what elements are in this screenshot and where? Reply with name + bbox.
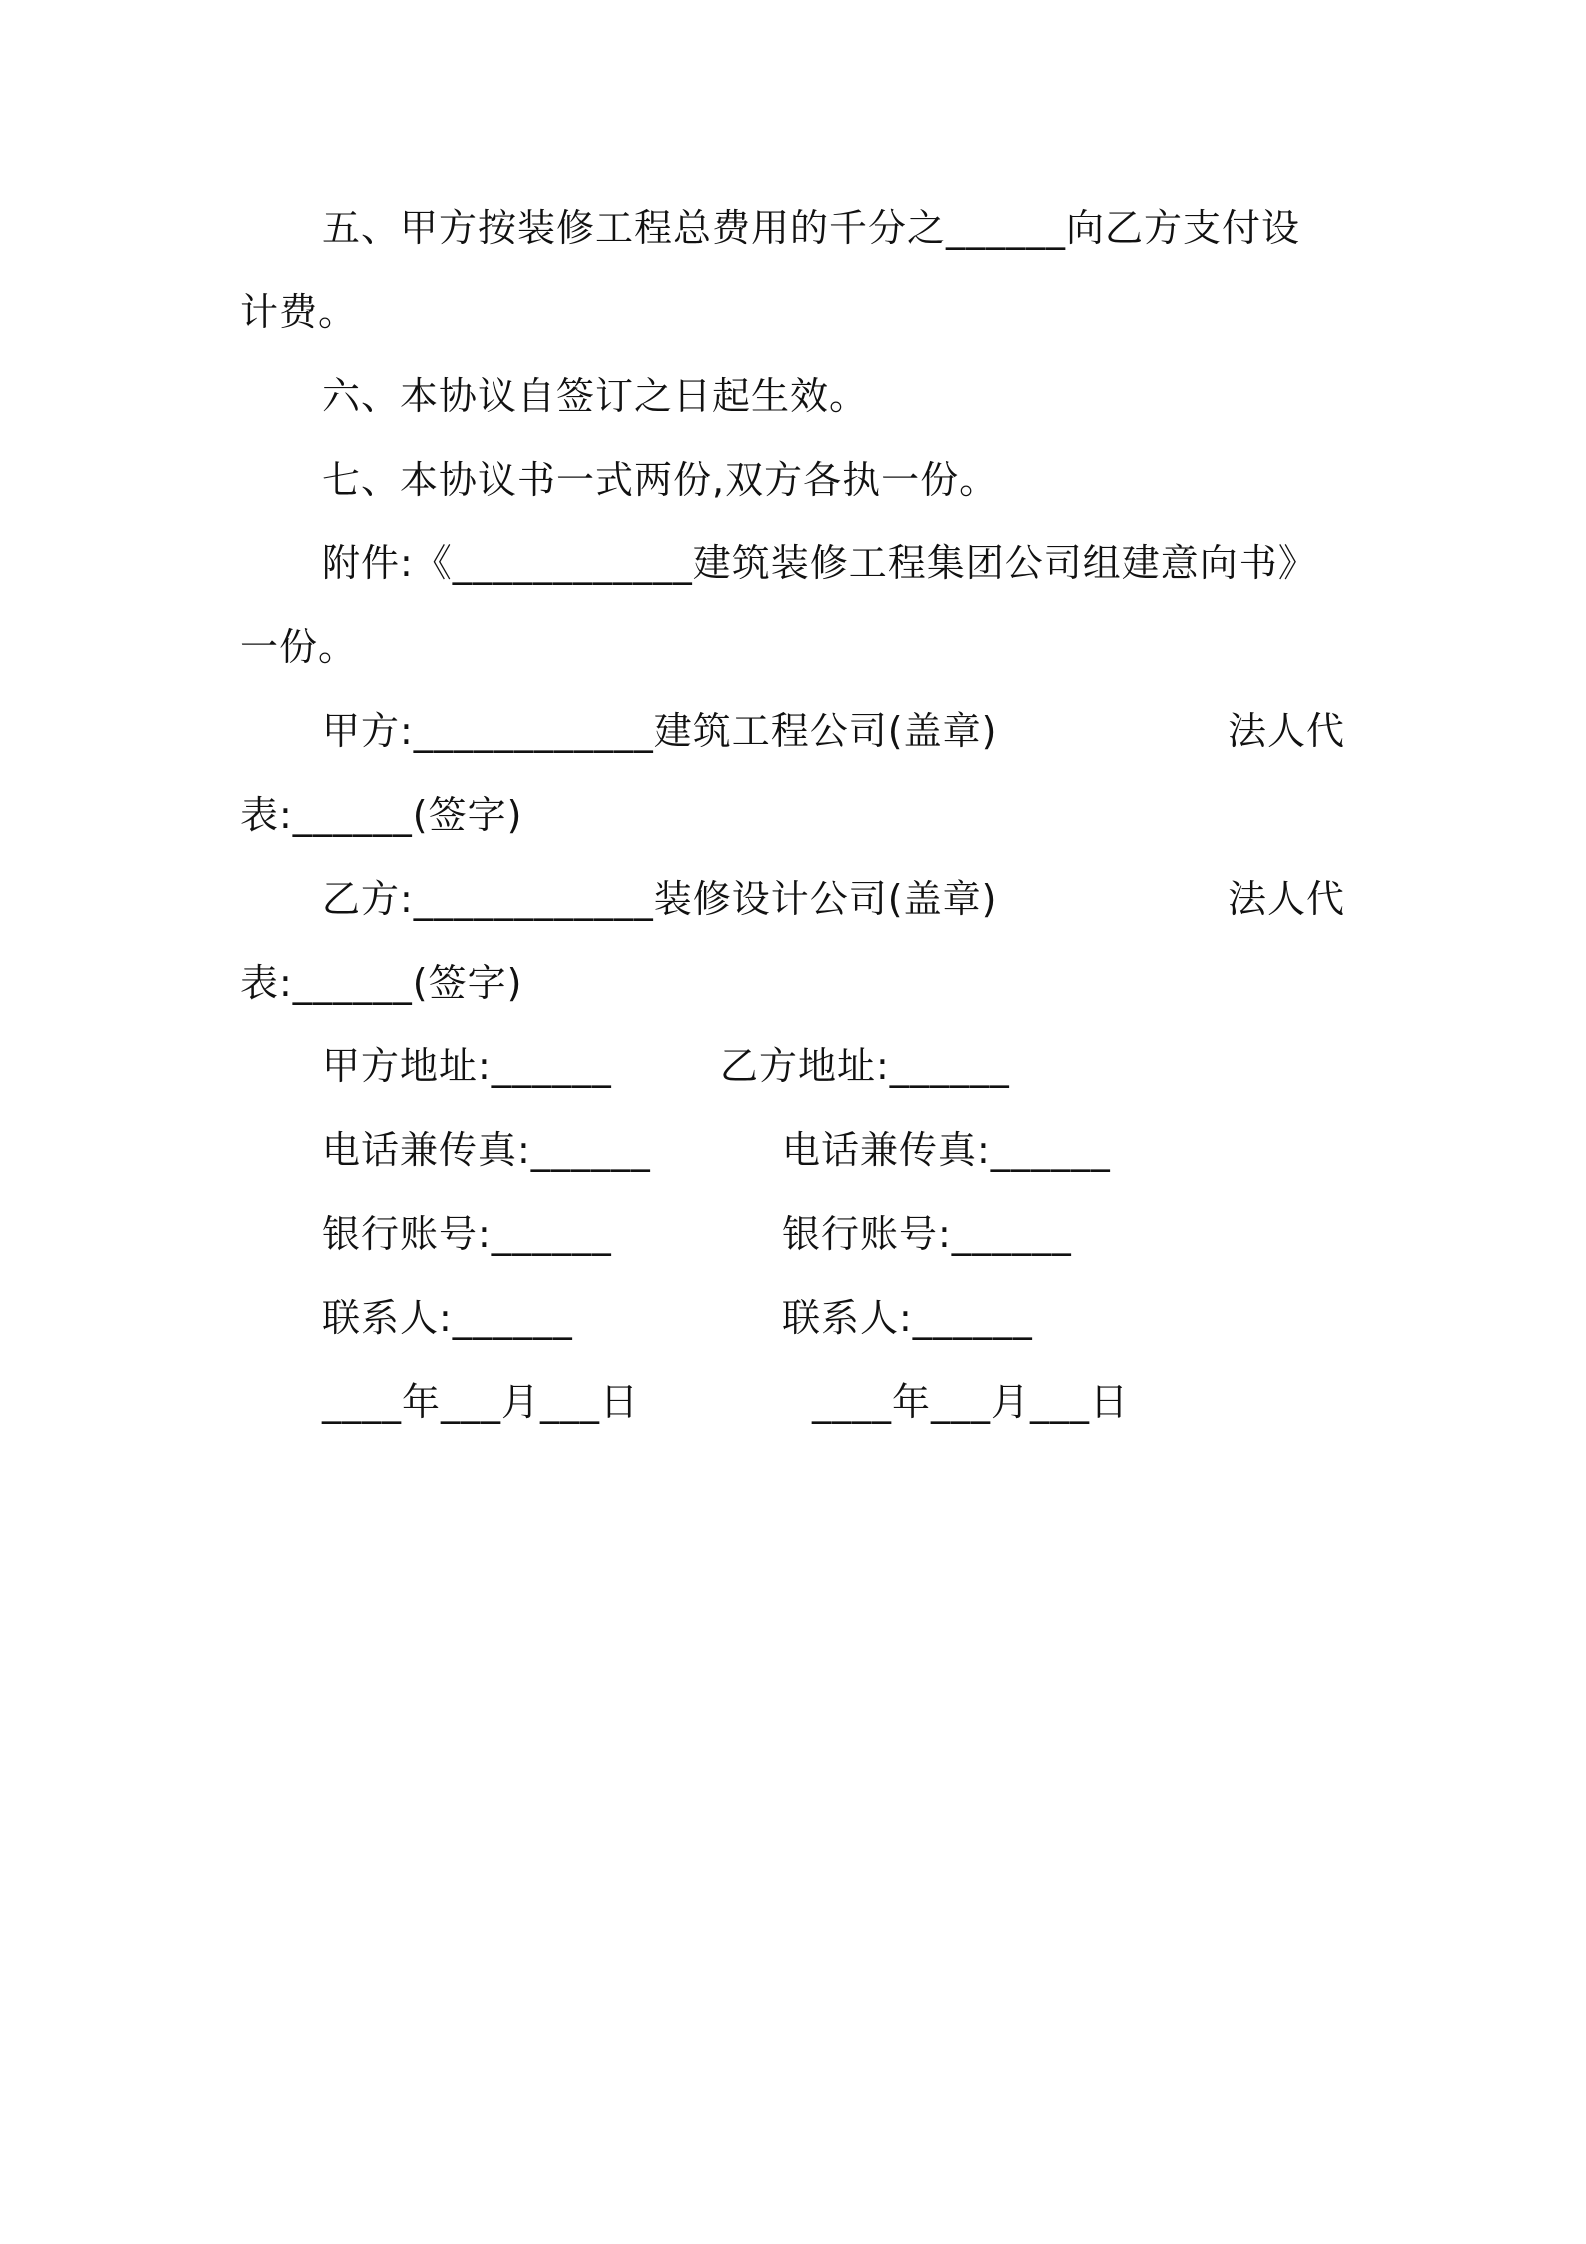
- party-b-date: ____年___月___日: [812, 1380, 1130, 1424]
- party-b-bank-account: 银行账号:______: [782, 1212, 1072, 1256]
- clause-7: 七、本协议书一式两份,双方各执一份。: [322, 458, 999, 502]
- clause-6: 六、本协议自签订之日起生效。: [322, 374, 869, 418]
- party-a-phone-fax: 电话兼传真:______: [322, 1128, 651, 1172]
- party-b-line-1: 乙方:____________装修设计公司(盖章): [322, 877, 998, 921]
- party-a-line-2: 表:______(签字): [240, 793, 523, 837]
- party-a-address: 甲方地址:______: [322, 1044, 612, 1088]
- party-b-contact: 联系人:______: [782, 1296, 1033, 1340]
- party-b-phone-fax: 电话兼传真:______: [782, 1128, 1111, 1172]
- party-b-line-2: 表:______(签字): [240, 961, 523, 1005]
- attachment-line-1: 附件:《____________建筑装修工程集团公司组建意向书》: [322, 541, 1317, 585]
- party-b-legal-rep-label: 法人代: [1228, 877, 1346, 921]
- attachment-line-2: 一份。: [240, 625, 358, 669]
- party-a-line-1: 甲方:____________建筑工程公司(盖章): [322, 709, 998, 753]
- party-a-bank-account: 银行账号:______: [322, 1212, 612, 1256]
- clause-5-line-1: 五、甲方按装修工程总费用的千分之______向乙方支付设: [322, 206, 1301, 250]
- party-b-address: 乙方地址:______: [720, 1044, 1010, 1088]
- party-a-contact: 联系人:______: [322, 1296, 573, 1340]
- clause-5-line-2: 计费。: [240, 290, 358, 334]
- party-a-date: ____年___月___日: [322, 1380, 640, 1424]
- party-a-legal-rep-label: 法人代: [1228, 709, 1346, 753]
